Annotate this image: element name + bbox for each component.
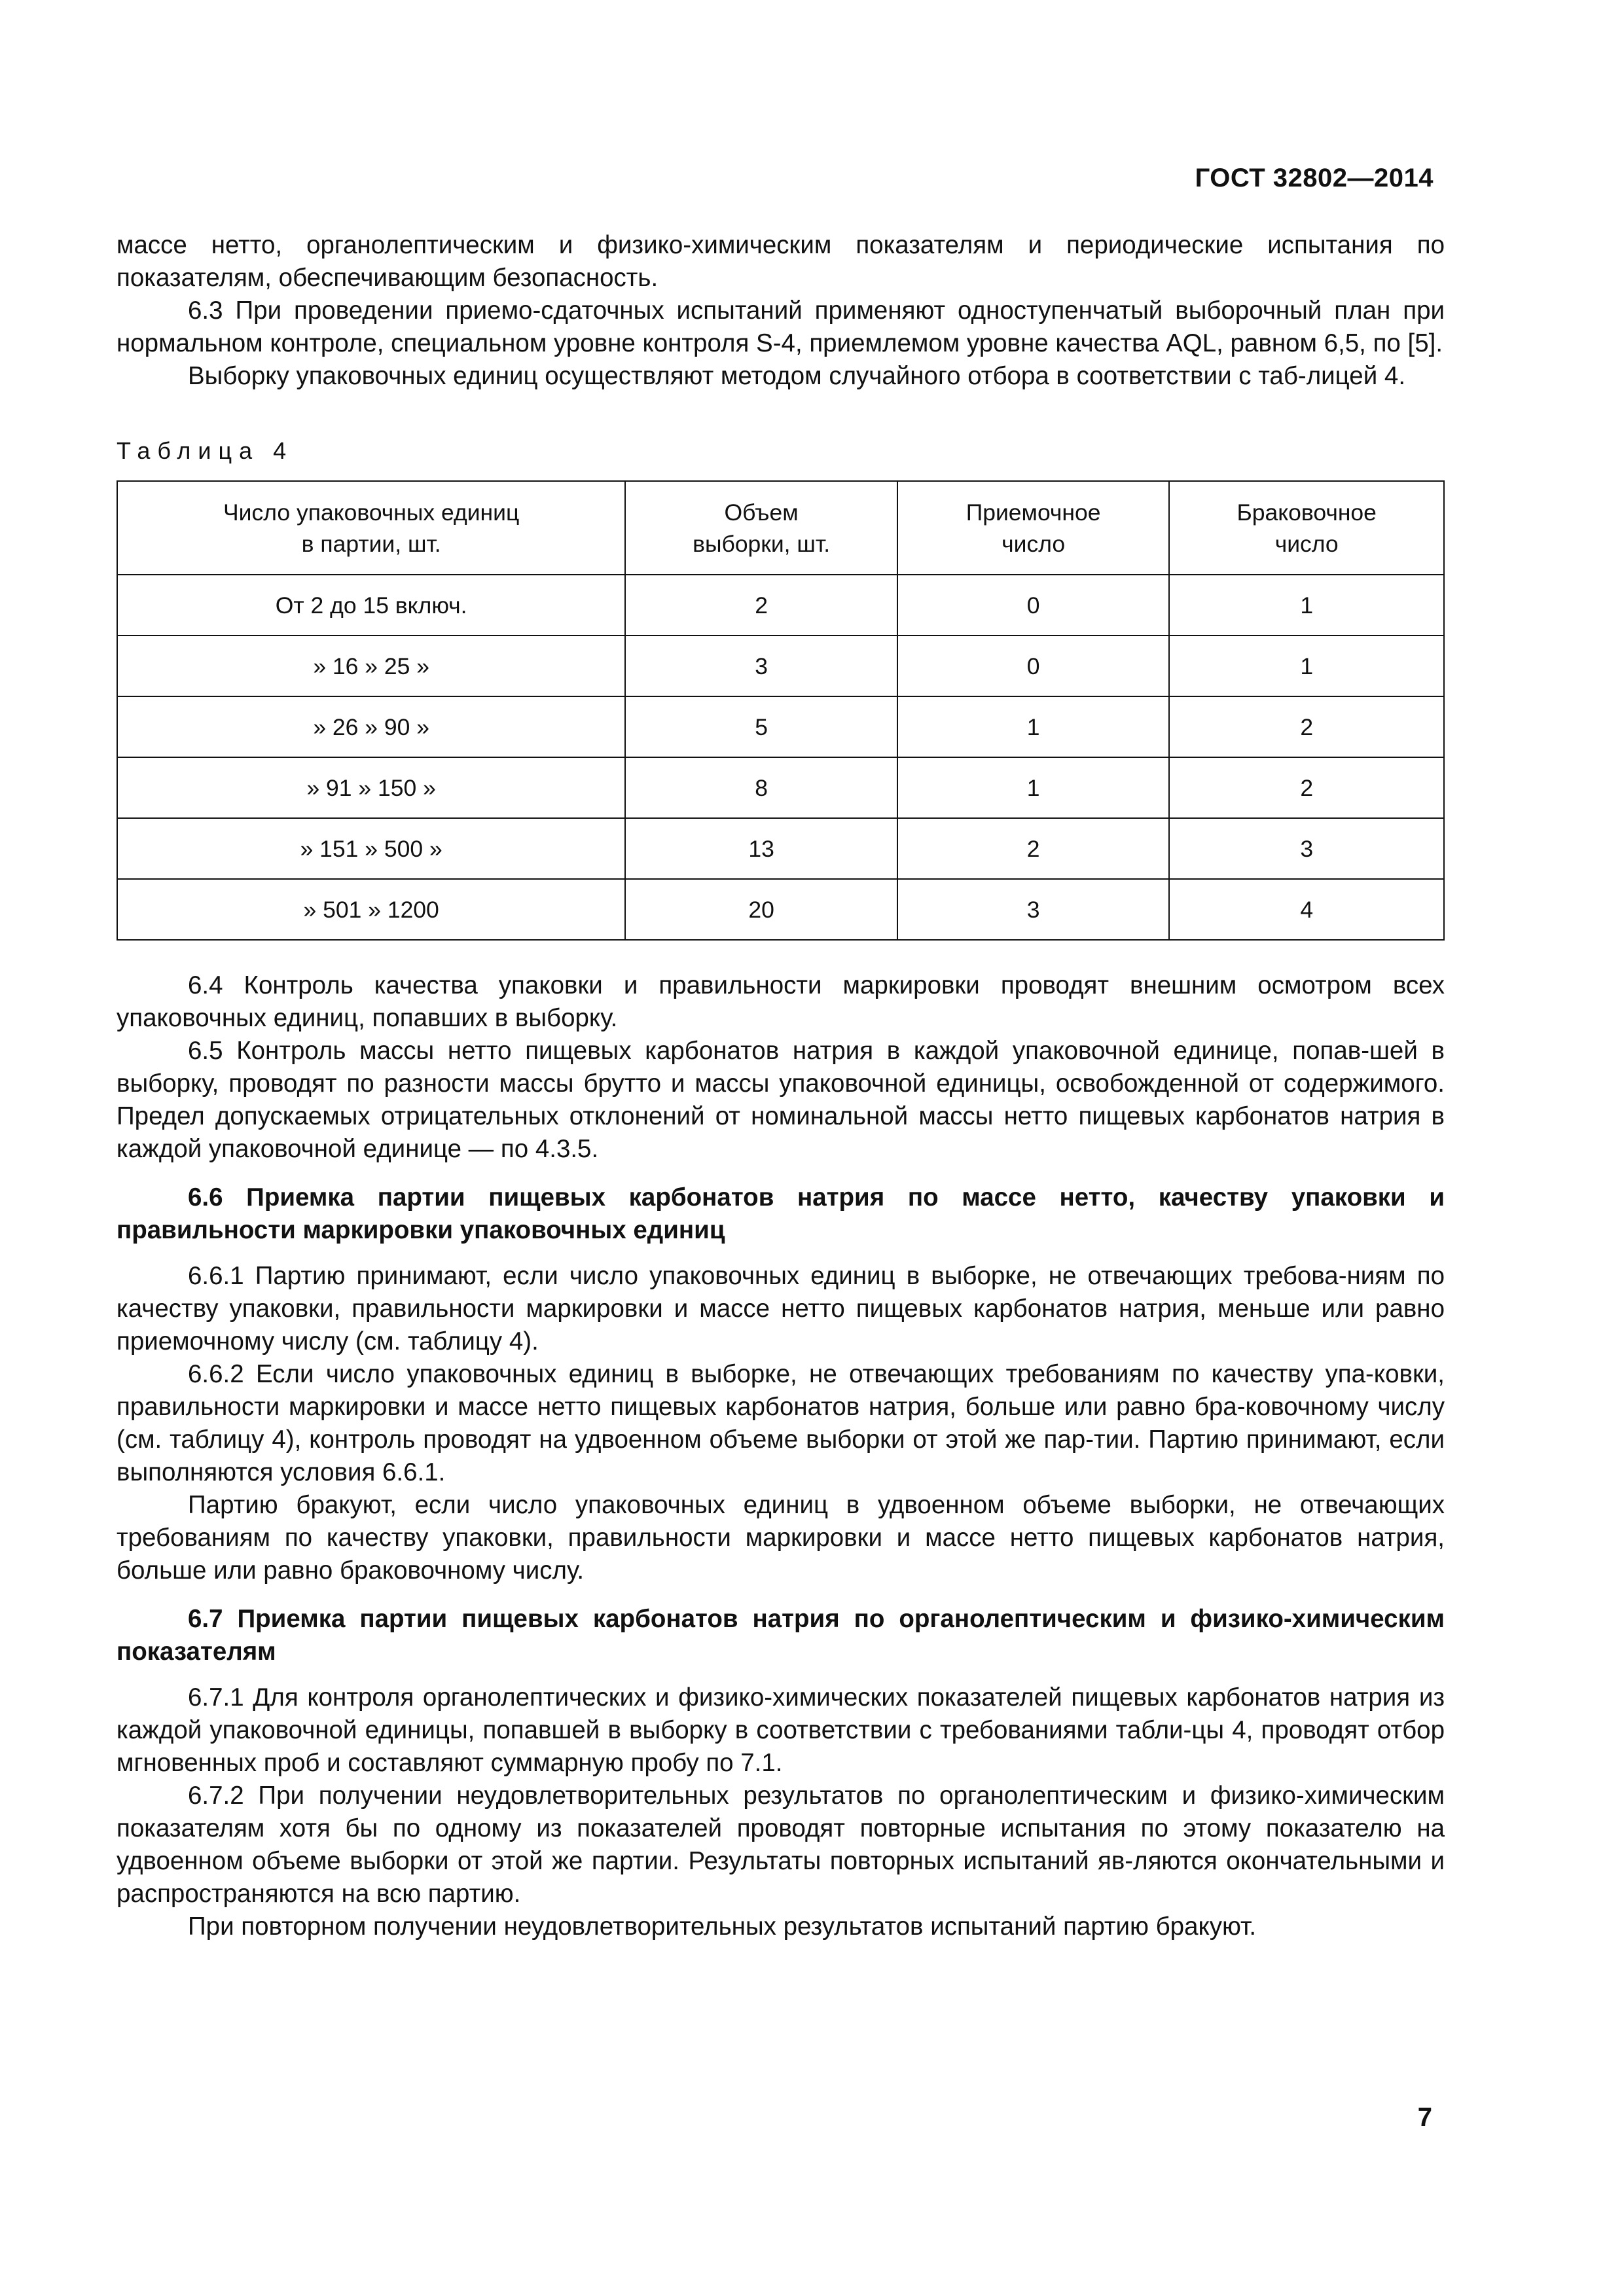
table-row xyxy=(117,757,1444,818)
table-cell: » 151 » 500 » xyxy=(117,818,625,879)
column-header xyxy=(897,481,1170,575)
paragraph: 6.4 Контроль качества упаковки и правильности маркировки проводят внешним осмотром всех упаковочных единиц, попавших в выборку. xyxy=(117,971,1445,1032)
column-header-text: Объем выборки, шт. xyxy=(693,499,831,557)
paragraph: 6.7.2 При получении неудовлетворительных результатов по органолептическим и физико-химическим показателям хотя бы по одному из показателей проводят повторные испытания по этому показателю на удвоенном объеме выборки от этой же партии. Результаты повторных испытаний яв-ляются окончательными и распространяются на всю партию. xyxy=(117,1782,1445,1908)
table-label: Таблица 4 xyxy=(117,437,294,464)
table-cell: 2 xyxy=(1169,696,1444,757)
table-cell: 2 xyxy=(897,818,1170,879)
sampling-table xyxy=(117,480,1445,941)
column-header xyxy=(1169,481,1444,575)
column-header-text: Число упаковочных единиц в партии, шт. xyxy=(223,499,520,557)
paragraph: 6.5 Контроль массы нетто пищевых карбонатов натрия в каждой упаковочной единице, попав-шей в выборку, проводят по разности массы брутто и массы упаковочной единицы, освобожденной от содержимого. Предел допускаемых отрицательных отклонений от номинальной массы нетто пищевых карбонатов натрия в каждой упаковочной единице — по 4.3.5. xyxy=(117,1037,1445,1163)
table-cell: 1 xyxy=(897,696,1170,757)
paragraph: 6.6.2 Если число упаковочных единиц в выборке, не отвечающих требованиям по качеству упа-ковки, правильности маркировки и массе нетто пищевых карбонатов натрия, больше или равно бра-ковочному числу (см. таблицу 4), контроль проводят на удвоенном объеме выборки от этой же пар-тии. Партию принимают, если выполняются условия 6.6.1. xyxy=(117,1360,1445,1486)
page-content xyxy=(117,229,1445,1943)
table-cell: » 501 » 1200 xyxy=(117,879,625,940)
table-cell: 2 xyxy=(1169,757,1444,818)
table-cell: 3 xyxy=(625,636,897,696)
paragraph: 6.3 При проведении приемо-сдаточных испытаний применяют одноступенчатый выборочный план при нормальном контроле, специальном уровне контроля S-4, приемлемом уровне качества AQL, равном 6,5, по [5]. xyxy=(117,296,1445,357)
paragraph: 6.6.1 Партию принимают, если число упаковочных единиц в выборке, не отвечающих требова-ниям по качеству упаковки, правильности маркировки и массе нетто пищевых карбонатов натрия, меньше или равно приемочному числу (см. таблицу 4). xyxy=(117,1262,1445,1355)
table-cell: 0 xyxy=(897,575,1170,636)
table-row xyxy=(117,575,1444,636)
table-row xyxy=(117,818,1444,879)
paragraph: Партию бракуют, если число упаковочных единиц в удвоенном объеме выборки, не отвечающих требованиям по качеству упаковки, правильности маркировки и массе нетто пищевых карбонатов натрия, больше или равно браковочному числу. xyxy=(117,1491,1445,1585)
table-cell: 13 xyxy=(625,818,897,879)
page-number: 7 xyxy=(1417,2103,1432,2132)
section-heading: 6.7 Приемка партии пищевых карбонатов натрия по органолептическим и физико-химическим показателям xyxy=(117,1605,1445,1666)
table-cell: » 91 » 150 » xyxy=(117,757,625,818)
table-cell: 3 xyxy=(1169,818,1444,879)
section-heading: 6.6 Приемка партии пищевых карбонатов натрия по массе нетто, качеству упаковки и правильности маркировки упаковочных единиц xyxy=(117,1183,1445,1244)
column-header-text: Приемочное число xyxy=(965,499,1101,557)
table-cell: 0 xyxy=(897,636,1170,696)
paragraph: Выборку упаковочных единиц осуществляют методом случайного отбора в соответствии с таб-лицей 4. xyxy=(188,362,1406,390)
table-cell: 2 xyxy=(625,575,897,636)
table-cell: 1 xyxy=(1169,636,1444,696)
table-row xyxy=(117,879,1444,940)
text-after-table xyxy=(117,969,1445,1943)
column-header xyxy=(117,481,625,575)
table-cell: 8 xyxy=(625,757,897,818)
column-header-text: Браковочное число xyxy=(1236,499,1377,557)
document-number: ГОСТ 32802—2014 xyxy=(1195,164,1434,192)
column-header xyxy=(625,481,897,575)
paragraph: 6.7.1 Для контроля органолептических и физико-химических показателей пищевых карбонатов натрия из каждой упаковочной единицы, попавшей в выборку в соответствии с требованиями табли-цы 4, проводят отбор мгновенных проб и составляют суммарную пробу по 7.1. xyxy=(117,1683,1445,1777)
table-cell: 4 xyxy=(1169,879,1444,940)
table-cell: От 2 до 15 включ. xyxy=(117,575,625,636)
paragraph: При повторном получении неудовлетворительных результатов испытаний партию бракуют. xyxy=(188,1912,1257,1941)
table-cell: 20 xyxy=(625,879,897,940)
table-header-row xyxy=(117,481,1444,575)
table-cell: 1 xyxy=(897,757,1170,818)
table-cell: » 16 » 25 » xyxy=(117,636,625,696)
table-cell: 3 xyxy=(897,879,1170,940)
table-row xyxy=(117,636,1444,696)
table-cell: » 26 » 90 » xyxy=(117,696,625,757)
table-cell: 5 xyxy=(625,696,897,757)
paragraph: массе нетто, органолептическим и физико-химическим показателям и периодические испытания по показателям, обеспечивающим безопасность. xyxy=(117,231,1445,292)
table-row xyxy=(117,696,1444,757)
table-cell: 1 xyxy=(1169,575,1444,636)
